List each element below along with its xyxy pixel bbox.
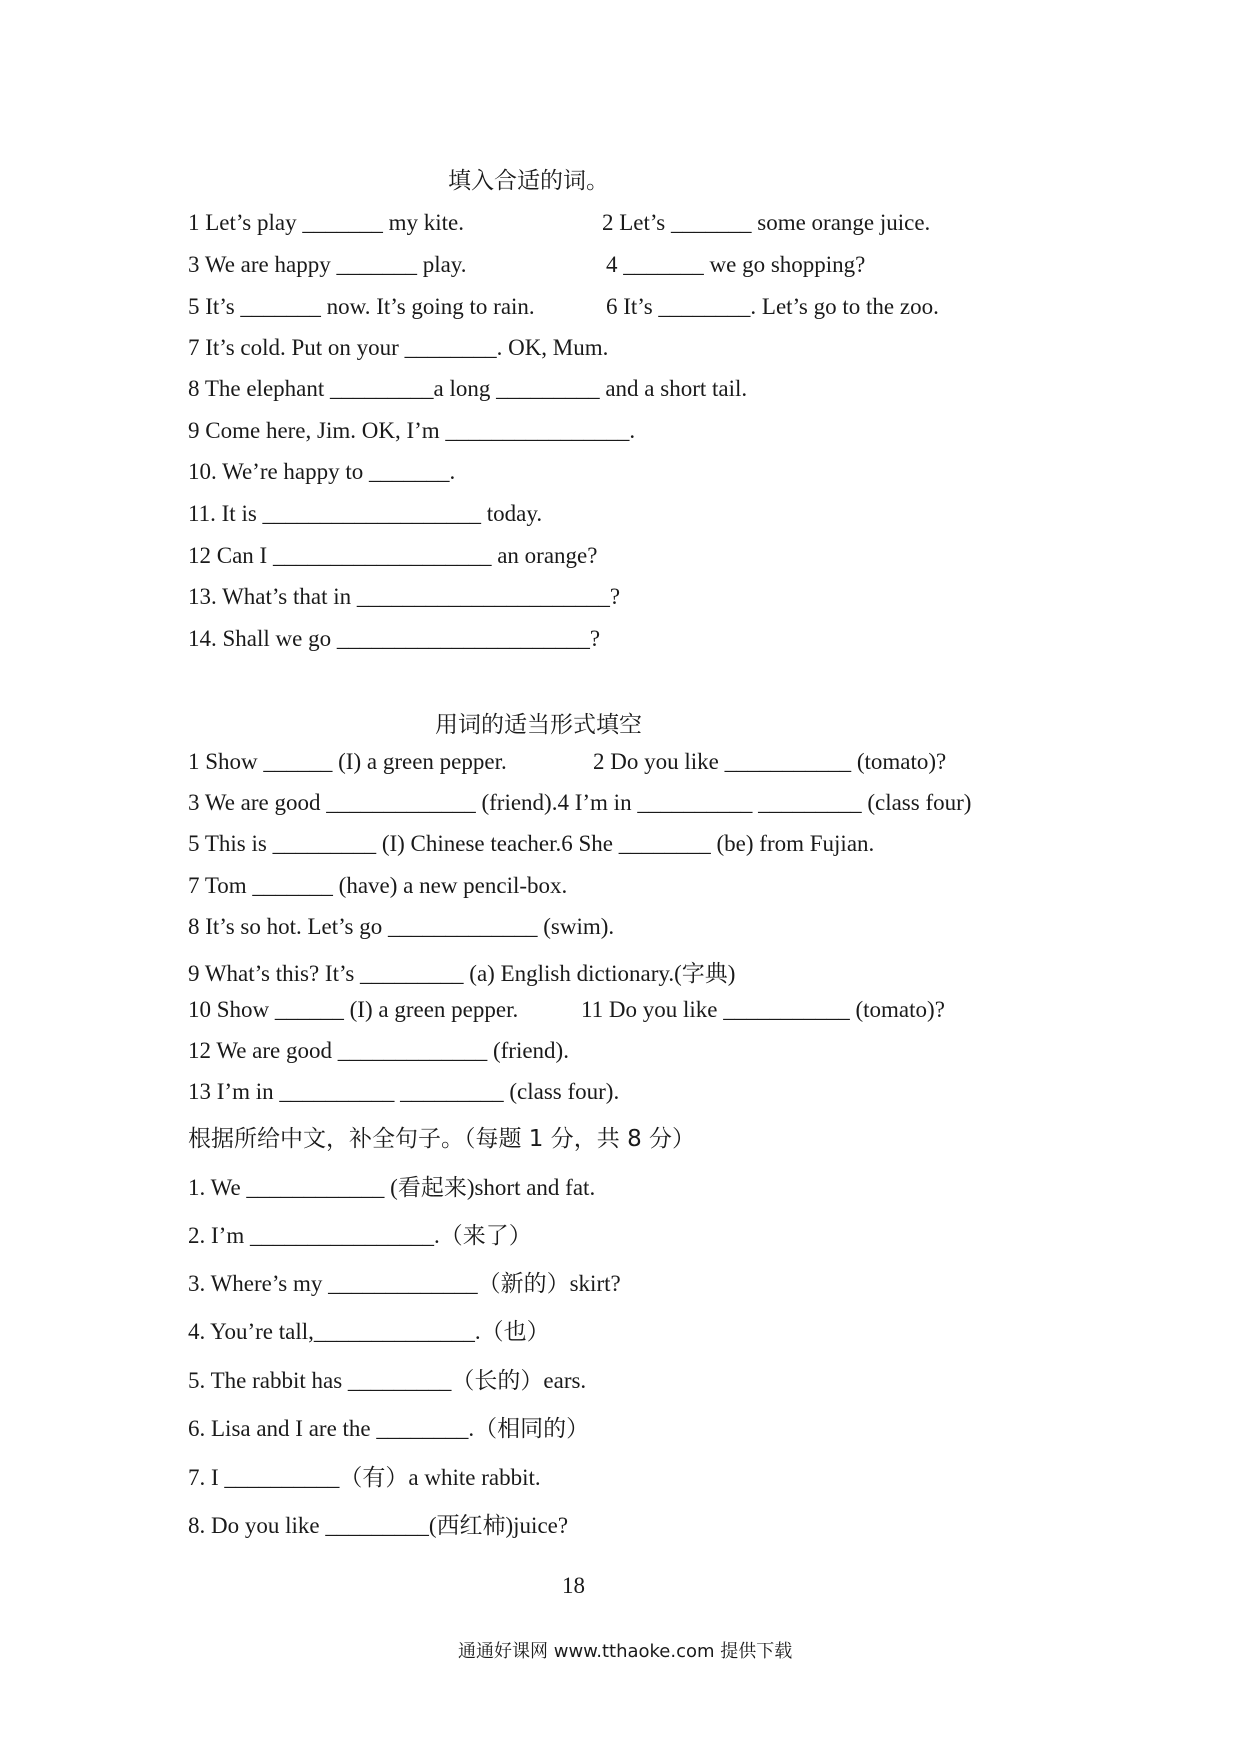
exercise-item: 5 It’s _______ now. It’s going to rain. (188, 294, 535, 319)
exercise-item: 3 We are good _____________ (friend).4 I’m in __________ _________ (class four) (188, 790, 972, 815)
section1-row (188, 252, 866, 278)
section2-row (188, 997, 945, 1023)
exercise-item: 13. What’s that in ______________________? (188, 584, 621, 609)
page-number: 18 (562, 1573, 585, 1598)
exercise-item: 2. I’m ________________.（来了） (188, 1223, 532, 1248)
footer-credit: 通通好课网 www.tthaoke.com 提供下载 (458, 1641, 793, 1662)
section1-title: 填入合适的词。 (448, 168, 609, 194)
exercise-item: 8 The elephant _________a long _________ and a short tail. (188, 376, 748, 401)
exercise-item: 2 Let’s _______ some orange juice. (602, 210, 931, 235)
section1-row (188, 294, 939, 320)
exercise-item: 5. The rabbit has _________（长的）ears. (188, 1368, 587, 1393)
exercise-item: 11. It is ___________________ today. (188, 501, 543, 526)
exercise-item: 2 Do you like ___________ (tomato)? (593, 749, 947, 774)
exercise-item: 6 It’s ________. Let’s go to the zoo. (606, 294, 939, 319)
exercise-item: 1. We ____________ (看起来)short and fat. (188, 1175, 596, 1200)
exercise-item: 1 Let’s play _______ my kite. (188, 210, 464, 235)
exercise-item: 7. I __________（有）a white rabbit. (188, 1465, 541, 1490)
section1-row (188, 210, 931, 236)
section2-title: 用词的适当形式填空 (435, 712, 642, 738)
exercise-item: 3. Where’s my _____________（新的）skirt? (188, 1271, 621, 1296)
exercise-item: 13 I’m in __________ _________ (class four). (188, 1079, 620, 1104)
exercise-item: 11 Do you like ___________ (tomato)? (581, 997, 945, 1022)
exercise-item: 7 It’s cold. Put on your ________. OK, Mum. (188, 335, 609, 360)
section2-row (188, 749, 947, 775)
exercise-item: 8. Do you like _________(西红柿)juice? (188, 1513, 569, 1538)
exercise-item: 1 Show ______ (I) a green pepper. (188, 749, 507, 774)
exercise-item: 6. Lisa and I are the ________.（相同的） (188, 1416, 590, 1441)
exercise-item: 5 This is _________ (I) Chinese teacher.6 She ________ (be) from Fujian. (188, 831, 875, 856)
exercise-item: 3 We are happy _______ play. (188, 252, 467, 277)
exercise-item: 10 Show ______ (I) a green pepper. (188, 997, 519, 1022)
exercise-item: 7 Tom _______ (have) a new pencil-box. (188, 873, 568, 898)
exercise-item: 12 We are good _____________ (friend). (188, 1038, 569, 1063)
exercise-item: 9 What’s this? It’s _________ (a) English dictionary.(字典) (188, 961, 736, 986)
exercise-item: 10. We’re happy to _______. (188, 459, 456, 484)
exercise-item: 4. You’re tall,______________.（也） (188, 1319, 550, 1344)
exercise-item: 14. Shall we go ______________________? (188, 626, 601, 651)
exercise-item: 12 Can I ___________________ an orange? (188, 543, 598, 568)
section3-title: 根据所给中文，补全句子。（每题 1 分，共 8 分） (188, 1126, 696, 1152)
exercise-item: 8 It’s so hot. Let’s go _____________ (swim). (188, 914, 615, 939)
exercise-item: 4 _______ we go shopping? (606, 252, 866, 277)
exercise-item: 9 Come here, Jim. OK, I’m ________________. (188, 418, 636, 443)
